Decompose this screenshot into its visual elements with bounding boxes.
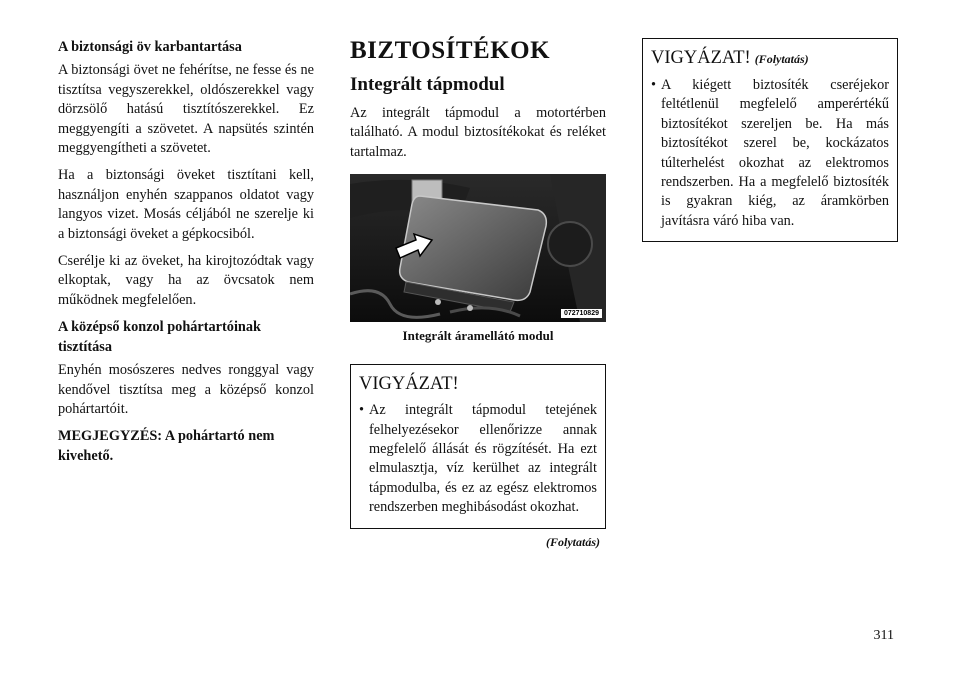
left-column [58, 38, 314, 466]
warning-title-continued [651, 47, 889, 70]
bullet-marker: • [651, 77, 657, 93]
warning-bullet [359, 401, 597, 517]
warning-box-continued [642, 38, 898, 242]
page-number: 311 [873, 628, 894, 643]
intro-paragraph: Az integrált tápmodul a motortérben található. A modul biztosítékokat és reléket tartalmaz. [350, 105, 606, 160]
bullet-marker: • [359, 402, 365, 419]
warning-bullet [651, 76, 889, 231]
warning-bullet-text: A kiégett biztosíték cseréjekor feltétlenül megfelelő amperértékű biztosítékot szereljen be. Ha más biztosítékot szerel be, kockázatos túlterhelést okozhat az elektromos rendszerben. Ha a megfelelő biztosíték is gyakran kiég, az áramkörben javításra váró hiba van. [661, 77, 889, 229]
seatbelt-paragraph-3: Cserélje ki az öveket, ha kirojtozódtak vagy elkoptak, vagy ha az övcsatok nem működnek megfelelően. [58, 253, 314, 308]
photo-caption: Integrált áramellátó modul [402, 328, 554, 344]
cupholder-cleaning-heading: A középső konzol pohártartóinak tisztítása [58, 319, 261, 355]
warning-title-text: VIGYÁZAT! [651, 48, 751, 68]
warning-bullet-text: Az integrált tápmodul tetejének felhelyezésekor ellenőrizze annak megfelelő állását és rögzítését. Ha ezt elmulasztja, víz kerülhet az integrált tápmodulba, és ez az egész elektromos rendszerben meghibásodást okozhat. [369, 402, 597, 516]
section-title: BIZTOSÍTÉKOK [350, 37, 551, 64]
engine-bay-illustration [350, 174, 606, 322]
power-module-photo [350, 174, 606, 322]
continued-label: (Folytatás) [546, 534, 600, 549]
right-column [642, 38, 898, 242]
warning-continued-label: (Folytatás) [754, 52, 809, 66]
subsection-title: Integrált tápmodul [350, 74, 505, 95]
photo-reference-code: 072710829 [561, 309, 602, 318]
seatbelt-paragraph-2: Ha a biztonsági öveket tisztítani kell, használjon enyhén szappanos oldatot vagy langyos vizet. Mosás céljából ne szerelje ki a biztonsági öveket a gépkocsiból. [58, 167, 314, 242]
warning-title: VIGYÁZAT! [359, 374, 459, 395]
cupholder-note: MEGJEGYZÉS: A pohártartó nem kivehető. [58, 428, 275, 464]
middle-column [350, 38, 606, 550]
seatbelt-maintenance-heading: A biztonsági öv karbantartása [58, 39, 242, 55]
cupholder-paragraph: Enyhén mosószeres nedves ronggyal vagy kendővel tisztítsa meg a középső konzol pohártartóit. [58, 362, 314, 417]
warning-box [350, 364, 606, 528]
seatbelt-paragraph-1: A biztonsági övet ne fehérítse, ne fesse és ne tisztítsa vegyszerekkel, oldószerekkel vagy dörzsölő hatású tisztítószerekkel. Ez meggyengíti a szövetet. A napsütés szintén meggyengítheti a szövetet. [58, 62, 314, 157]
